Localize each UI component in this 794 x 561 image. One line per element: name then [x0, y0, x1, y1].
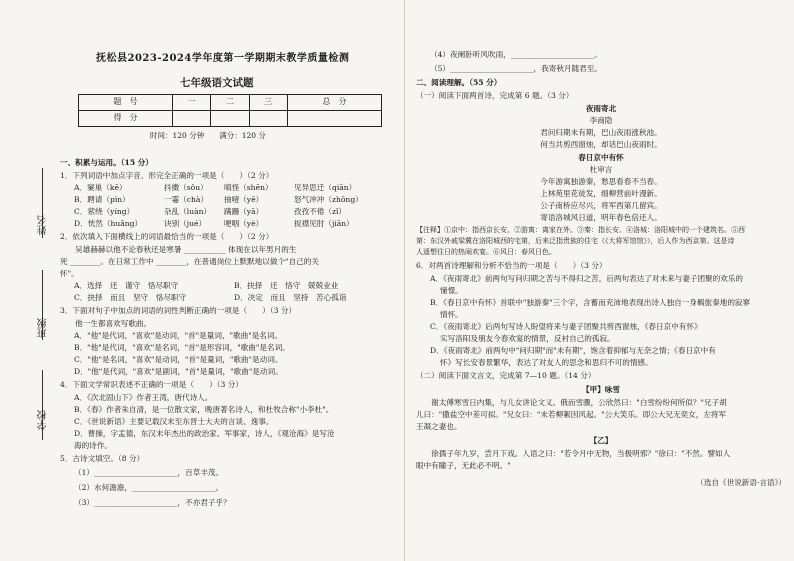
- q5-blank-2[interactable]: （2）水何澹澹，______________________。: [74, 483, 224, 492]
- q3-sentence: 他一生都喜欢写歌曲。: [60, 319, 152, 328]
- q3-option-c: C．"他"是名词，"喜欢"是动词，"首"是量词，"歌曲"是动词。: [74, 355, 283, 364]
- poem-title: 夜雨寄北: [585, 104, 617, 113]
- poem-line: 君问归期未有期，巴山夜雨涨秋池。: [540, 128, 662, 137]
- q1-option-d: [60, 219, 410, 229]
- passage-jia-line: 王凝之妻也。: [416, 422, 462, 431]
- name-label: 姓名: [38, 215, 49, 235]
- option-part: C．萦绕（yíng）: [74, 207, 135, 216]
- passage-yi-title: 【乙】: [589, 436, 613, 445]
- option-part: D．决定 而且 坚持 苦心孤诣: [234, 293, 347, 302]
- option-part: 见异思迁（qiān）: [294, 183, 357, 192]
- right-page: [416, 0, 786, 561]
- poem-line: 公子南桥应尽兴，将军西第几留宾。: [540, 201, 662, 210]
- q5-blank-3[interactable]: （3）______________________，不亦君子乎？: [74, 498, 231, 507]
- q3-option-d: D．"他"是代词，"喜欢"是副词，"首"是量词，"歌曲"是动词。: [74, 367, 283, 376]
- q2-options-ab: [60, 281, 410, 291]
- score-table-row: [79, 95, 382, 111]
- option-part: 怒气冲冲（zhōng）: [294, 195, 363, 204]
- option-part: 嗔怪（shēn）: [224, 183, 273, 192]
- q4-option-d-cont: 海的诗作。: [74, 441, 112, 450]
- q3-option-a: A．"他"是代词，"喜欢"是动词，"首"是量词，"歌曲"是名词。: [74, 331, 283, 340]
- option-part: B．抉择 还 恪守 兢兢业业: [234, 281, 339, 290]
- poem-author: 杜审言: [589, 165, 613, 174]
- section-heading: 二、阅读理解。（55 分）: [416, 78, 502, 87]
- subsection-heading: （一）阅读下面两首诗，完成第 6 题。（3 分）: [416, 91, 574, 100]
- question-6: 6．对两首诗理解和分析不恰当的一项是（ ）（3 分）: [416, 261, 607, 270]
- score-cell: 总 分: [287, 95, 381, 111]
- passage-jia-title: 【甲】咏雪: [582, 385, 620, 394]
- passage-jia-line: 儿曰："撒盐空中差可拟。"兄女曰："未若柳絮因风起。"公大笑乐。即公大兄无奕女，左将军: [416, 410, 727, 419]
- score-input-cell[interactable]: [287, 111, 381, 127]
- option-part: 哽咽（yè）: [224, 219, 264, 228]
- q2-passage-line: 死 ________。在日常工作中 ________，在普通岗位上默默地以做个"自己的关: [60, 257, 319, 266]
- score-table-row: [79, 111, 382, 127]
- q4-option-a: A．《次北固山下》作者王湾，唐代诗人。: [74, 393, 213, 402]
- question-1: 1．下列词语中加点字音、形完全正确的一项是（ ）（2 分）: [60, 171, 274, 180]
- option-part: C．抉择 而且 坚守 恪尽职守: [74, 293, 187, 302]
- q4-option-d: D．曹操，字孟德，东汉末年杰出的政治家、军事家，诗人，《观沧海》是写沧: [74, 429, 335, 438]
- q1-option-b: [60, 195, 410, 205]
- option-part: D．恍然（huǎng）: [74, 219, 143, 228]
- question-3: 3．下面对句子中加点的词语的词性判断正确的一项是（ ）（3 分）: [60, 306, 297, 315]
- q5-blank-5[interactable]: （5）______________________，我寄秋月随君至。: [430, 64, 602, 73]
- passage-jia-line: 谢太傅寒雪日内集，与儿女讲论文义。俄而雪骤，公欣然曰："白雪纷纷何所似？"兄子胡: [416, 398, 727, 407]
- q5-blank-4[interactable]: （4）夜阑卧听风吹雨，______________________。: [430, 50, 602, 59]
- passage-yi-line: 眼中有瞳子，无此必不明。": [416, 461, 511, 470]
- exam-subtitle: 七年级语文试题: [180, 77, 254, 89]
- option-part: B．聘请（pìn）: [74, 195, 130, 204]
- passage-yi-line: 徐孺子年九岁，尝月下戏。人语之曰："若令月中无物，当极明邪？"徐曰："不然。譬如人: [416, 449, 731, 458]
- subsection-heading: （二）阅读下面文言文，完成第 7—10 题。（14 分）: [416, 371, 596, 380]
- score-input-cell[interactable]: [173, 111, 211, 127]
- score-cell: 二: [211, 95, 249, 111]
- score-cell: 得 分: [79, 111, 173, 127]
- q6-option-b: B．《春日京中有怀》首联中"独游秦"三个字，含蓄而充沛地表现出诗人独自一身羁旅秦地的寂寥: [430, 298, 751, 307]
- poem-title: 春日京中有怀: [578, 153, 624, 162]
- q6-option-b-cont: 情怀。: [440, 310, 463, 319]
- binding-margin: [0, 0, 56, 561]
- option-part: 捉襟见肘（jiān）: [294, 219, 354, 228]
- poem-notes: 第：东汉外戚梁冀在洛阳城西的宅第，后来泛指贵族的住宅（《大将军馆馆》），后人作为西京第。这是诗: [416, 237, 735, 245]
- passage-source: （选自《世说新语·言语》）: [696, 478, 786, 487]
- option-part: A．选择 还 谨守 恪尽职守: [74, 281, 179, 290]
- question-5: 5．古诗文填空。（8 分）: [60, 454, 145, 463]
- q5-blank-1[interactable]: （1）______________________，百草丰茂。: [74, 468, 224, 477]
- poem-notes: 【注释】①京中：指西京长安。②游寓：离家在外。③秦：指长安。④洛城：洛阳城中的一个建筑名。⑤西: [416, 226, 745, 234]
- q1-option-a: [60, 183, 410, 193]
- score-cell: 题 号: [79, 95, 173, 111]
- section-heading: 一、积累与运用。（15 分）: [60, 158, 153, 167]
- option-part: A．窠巢（kē）: [74, 183, 127, 192]
- option-part: 蹒跚（yā）: [224, 207, 264, 216]
- poem-line: 寄语洛城风日道，明年春色倍还人。: [540, 213, 662, 222]
- exam-title: 抚松县2023-2024学年度第一学期期末教学质量检测: [96, 53, 350, 64]
- poem-line: 上林苑里花徒发，细柳营前叶漫新。: [540, 189, 662, 198]
- score-input-cell[interactable]: [211, 111, 249, 127]
- q6-option-a: A．《夜雨寄北》前两句写问归期之苦与不得归之苦，后两句表达了对未来与妻子团聚的欢乐的: [430, 274, 744, 283]
- score-cell: 一: [173, 95, 211, 111]
- left-page: [60, 0, 396, 561]
- question-4: 4．下面文学常识表述不正确的一项是（ ）（3 分）: [60, 380, 243, 389]
- q4-option-b: B．《春》作者朱自清，是一位散文家，晚唐著名诗人，和杜牧合称"小李杜"。: [74, 405, 334, 414]
- option-part: 诀别（jué）: [164, 219, 207, 228]
- poem-line: 今年游寓独游秦，愁思看春不当春。: [540, 177, 662, 186]
- q6-option-c: C．《夜雨寄北》后两句写诗人盼望将来与妻子团聚共剪西窗烛，《春日京中有怀》: [430, 322, 702, 331]
- q6-option-d: D．《夜雨寄北》前两句中"问归期"而"未有期"，饱含着抑郁与无奈之情；《春日京中有: [430, 346, 716, 355]
- q1-option-c: [60, 207, 410, 217]
- q2-passage-line: 吴雄赫赫以他不论春秋还是寒暑 ___________ 体现在以年男月的生: [60, 245, 297, 254]
- option-part: 一霎（chà）: [164, 195, 209, 204]
- q6-option-a-cont: 憧憬。: [440, 286, 463, 295]
- class-label: 班级: [38, 318, 49, 338]
- question-2: 2．依次填入下面横线上的词语最恰当的一项是（ ）（2 分）: [60, 232, 274, 241]
- q6-option-c-cont: 实写洛阳及朋友今春欢宴的情景，反衬自己的孤寂。: [440, 334, 615, 343]
- poem-author: 李商隐: [589, 116, 613, 125]
- poem-line: 何当共剪西窗烛，却话巴山夜雨时。: [540, 140, 662, 149]
- q3-option-b: B．"他"是代词，"喜欢"是名词，"首"是形容词，"歌曲"是名词。: [74, 343, 290, 352]
- q2-passage-line: 怀"。: [60, 269, 79, 278]
- q6-option-d-cont: 怀》写长安春景繁华，表达了对友人的思念和思归不可的情感。: [440, 358, 653, 367]
- q4-option-c: C．《世说新语》主要记载汉末至东晋士大夫的言谈、逸事。: [74, 417, 274, 426]
- option-part: 抖擞（sǒu）: [164, 183, 208, 192]
- poem-notes: 人遥想往日的热闹欢宴。⑥风日：春风日色。: [416, 248, 556, 256]
- option-part: 抽噎（yē）: [224, 195, 264, 204]
- score-cell: 三: [249, 95, 287, 111]
- option-part: 杂乱（luàn）: [164, 207, 212, 216]
- q2-options-cd: [60, 293, 410, 303]
- score-table: [78, 94, 382, 127]
- option-part: 孜孜不倦（zǐ）: [294, 207, 346, 216]
- score-input-cell[interactable]: [249, 111, 287, 127]
- school-label: 学校: [38, 410, 49, 430]
- exam-meta: 时间：120 分钟 满分：120 分: [150, 131, 266, 140]
